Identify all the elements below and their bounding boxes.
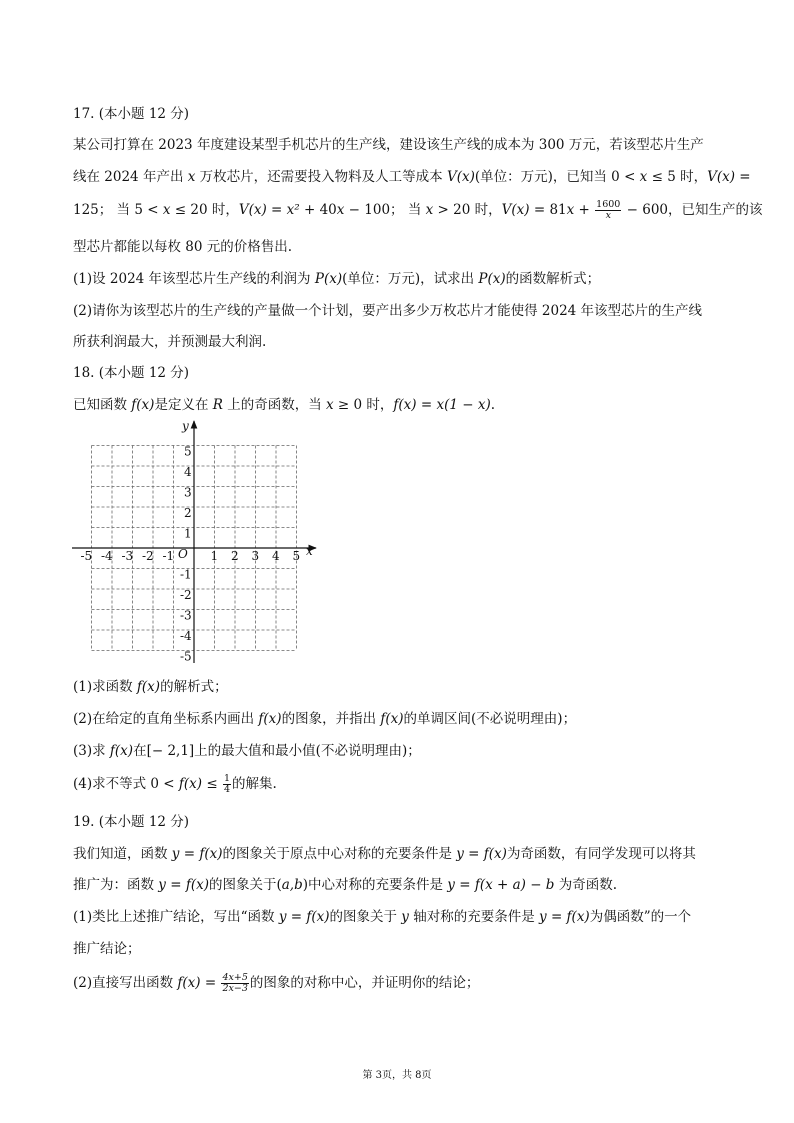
y-tick-label: 2 xyxy=(184,506,192,520)
y-tick-label: -1 xyxy=(180,567,192,582)
q17-part1: (1)设 2024 年该型芯片生产线的利润为 P(x)(单位：万元)，试求出 P(x)的函数解析式； xyxy=(73,271,601,287)
x-tick-label: 3 xyxy=(251,549,260,563)
q18-part3: (3)求 f(x)在[− 2,1]上的最大值和最小值(不必说明理由)； xyxy=(73,743,421,759)
x-tick-label: -4 xyxy=(101,549,113,563)
q19-line1: 我们知道，函数 y = f(x)的图象关于原点中心对称的充要条件是 y = f(x)为奇函数，有同学发现可以将其 xyxy=(73,846,696,862)
x-tick-label: -5 xyxy=(80,549,93,563)
y-tick-label: 4 xyxy=(184,465,192,479)
q17-part2-line1: (2)请你为该型芯片的生产线的产量做一个计划，要产出多少万枚芯片才能使得 2024 年该型芯片的生产线 xyxy=(73,303,703,319)
x-tick-label: -2 xyxy=(142,549,154,563)
q18-part2: (2)在给定的直角坐标系内画出 f(x)的图象，并指出 f(x)的单调区间(不必说明理由)； xyxy=(73,711,577,727)
q17-header: 17. (本小题 12 分) xyxy=(73,106,190,122)
q17-line1: 某公司打算在 2023 年度建设某型手机芯片的生产线，建设该生产线的成本为 300 万元，若该型芯片生产 xyxy=(73,137,704,153)
x-tick-label: -3 xyxy=(121,549,134,563)
x-tick-label: 5 xyxy=(292,549,301,563)
y-tick-label: -3 xyxy=(180,608,192,623)
q17-line2: 线在 2024 年产出 x 万枚芯片，还需要投入物料及人工等成本 V(x)(单位：万元)，已知当 0 < x ≤ 5 时，V(x) = xyxy=(73,169,751,185)
fraction-one-quarter: $\frac{1}{4}$ xyxy=(223,773,231,795)
q19-line2: 推广为：函数 y = f(x)的图象关于(a,b)中心对称的充要条件是 y = f(x + a) − b 为奇函数. xyxy=(73,877,618,893)
q17-line3: 125； 当 5 < x ≤ 20 时，V(x) = x² + 40x − 100； 当 x > 20 时，V(x) = 81x + $\frac{1600}{x}$ − 600，已知生产的该 xyxy=(73,199,763,221)
x-tick-label: 1 xyxy=(210,549,219,563)
x-tick-label: -1 xyxy=(162,549,175,563)
x-axis-label: x xyxy=(306,544,313,558)
y-axis-label: y xyxy=(182,419,189,433)
q17-part2-line2: 所获利润最大，并预测最大利润. xyxy=(73,334,267,350)
page-footer: 第 3页，共 8页 xyxy=(362,1070,432,1081)
y-tick-label: 3 xyxy=(184,485,192,500)
y-tick-label: -2 xyxy=(180,588,192,602)
q18-header: 18. (本小题 12 分) xyxy=(73,365,190,381)
x-tick-label: 4 xyxy=(272,549,280,563)
q18-part1: (1)求函数 f(x)的解析式； xyxy=(73,679,228,695)
origin-label: O xyxy=(178,547,188,561)
y-tick-label: 5 xyxy=(184,444,192,459)
q18-intro: 已知函数 f(x)是定义在 R 上的奇函数，当 x ≥ 0 时，f(x) = x(1 − x). xyxy=(73,397,496,413)
q19-part1-line2: 推广结论； xyxy=(73,941,141,957)
q18-part4: (4)求不等式 0 < f(x) ≤ $\frac{1}{4}$ 的解集. xyxy=(73,773,277,795)
q17-line4: 型芯片都能以每枚 80 元的价格售出. xyxy=(73,239,293,255)
y-tick-label: -4 xyxy=(180,629,192,643)
q19-part2: (2)直接写出函数 f(x) = $\frac{4x+5}{2x-3}$ 的图象的对称中心，并证明你的结论； xyxy=(73,972,480,994)
coordinate-grid xyxy=(70,415,330,670)
x-tick-label: 2 xyxy=(231,549,239,563)
q19-part1-line1: (1)类比上述推广结论，写出“函数 y = f(x)的图象关于 y 轴对称的充要条件是 y = f(x)为偶函数”的一个 xyxy=(73,909,692,925)
q19-header: 19. (本小题 12 分) xyxy=(73,814,190,830)
fraction-1600-over-x: $\frac{1600}{x}$ xyxy=(596,199,621,221)
fraction-4x5-over-2x3: $\frac{4x+5}{2x-3}$ xyxy=(222,972,248,994)
y-tick-label: -5 xyxy=(180,649,192,664)
y-tick-label: 1 xyxy=(184,526,192,541)
